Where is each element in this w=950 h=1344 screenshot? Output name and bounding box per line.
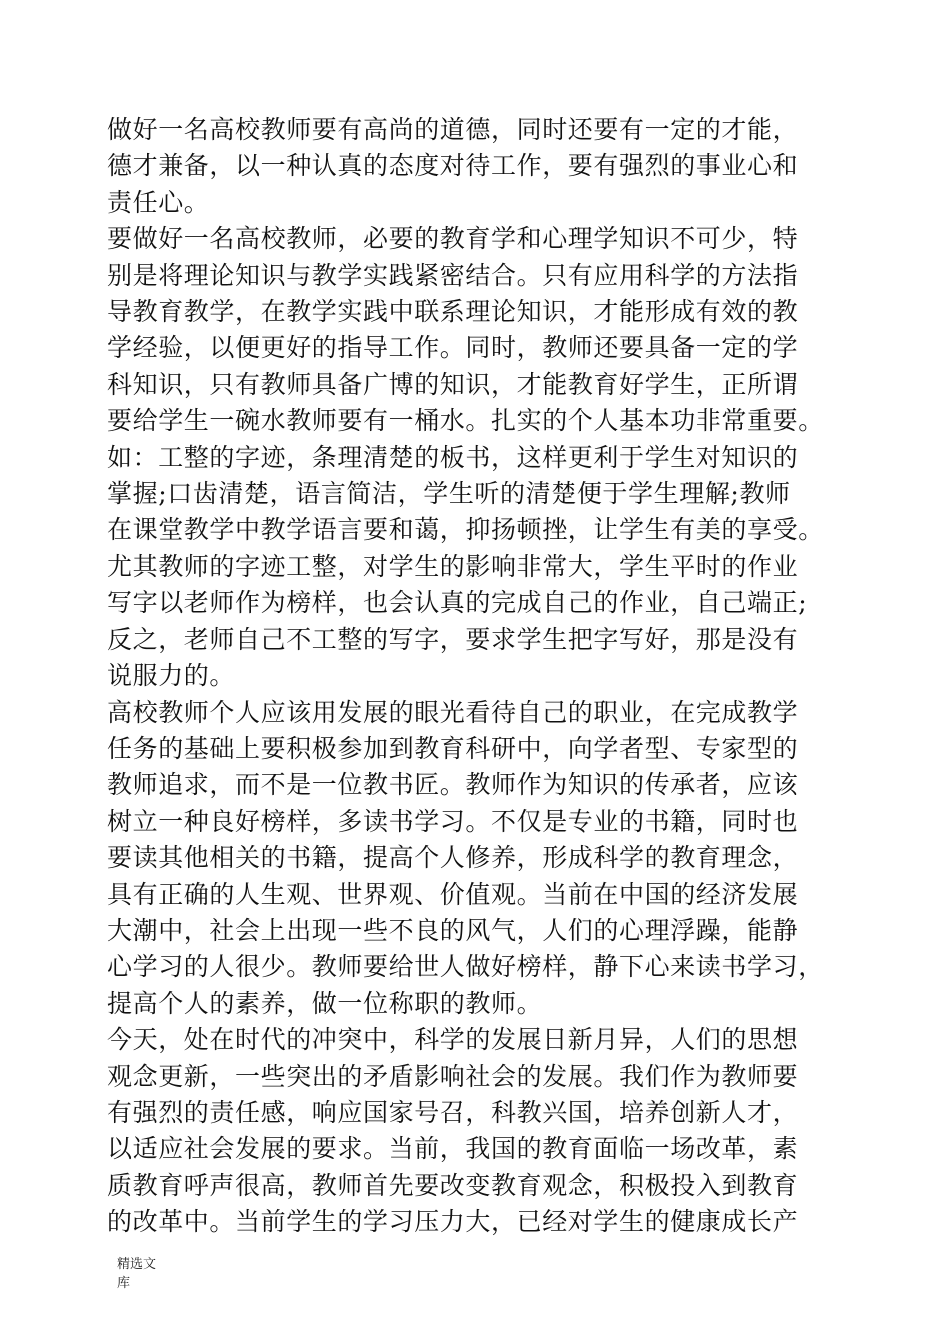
- paragraph-4: 今天，处在时代的冲突中，科学的发展日新月异，人们的思想 观念更新，一些突出的矛盾影响社会的发展。我们作为教师要 有强烈的责任感，响应国家号召，科教兴国，培养创新人才， 以适应社会发展的要求。当前，我国的教育面临一场改革，素 质教育呼声很高，教师首先要改变教育观念，积极投入到教育 的改革中。当前学生的学习压力大，已经对学生的健康成长产: [107, 1025, 799, 1237]
- document-body: [107, 112, 852, 1241]
- paragraph-2: 要做好一名高校教师，必要的教育学和心理学知识不可少，特 别是将理论知识与教学实践紧密结合。只有应用科学的方法指 导教育教学，在教学实践中联系理论知识，才能形成有效的教 学经验，以便更好的指导工作。同时，教师还要具备一定的学 科知识，只有教师具备广博的知识，才能教育好学生，正所谓 要给学生一碗水教师要有一桶水。扎实的个人基本功非常重要。 如：工整的字迹，条理清楚的板书，这样更利于学生对知识的 掌握;口齿清楚，语言简洁，学生听的清楚便于学生理解;教师 在课堂教学中教学语言要和蔼，抑扬顿挫，让学生有美的享受。 尤其教师的字迹工整，对学生的影响非常大，学生平时的作业 写字以老师作为榜样，也会认真的完成自己的作业，自己端正; 反之，老师自己不工整的写字，要求学生把字写好，那是没有 说服力的。: [107, 224, 824, 691]
- paragraph-1: 做好一名高校教师要有高尚的道德，同时还要有一定的才能， 德才兼备，以一种认真的态度对待工作，要有强烈的事业心和 责任心。: [107, 115, 799, 217]
- footer-label: 精选文 库: [117, 1257, 157, 1291]
- paragraph-3: 高校教师个人应该用发展的眼光看待自己的职业，在完成教学 任务的基础上要积极参加到教育科研中，向学者型、专家型的 教师追求，而不是一位教书匠。教师作为知识的传承者，应该 树立一种良好榜样，多读书学习。不仅是专业的书籍，同时也 要读其他相关的书籍，提高个人修养，形成科学的教育理念， 具有正确的人生观、世界观、价值观。当前在中国的经济发展 大潮中，社会上出现一些不良的风气，人们的心理浮躁，能静 心学习的人很少。教师要给世人做好榜样，静下心来读书学习， 提高个人的素养，做一位称职的教师。: [107, 697, 824, 1018]
